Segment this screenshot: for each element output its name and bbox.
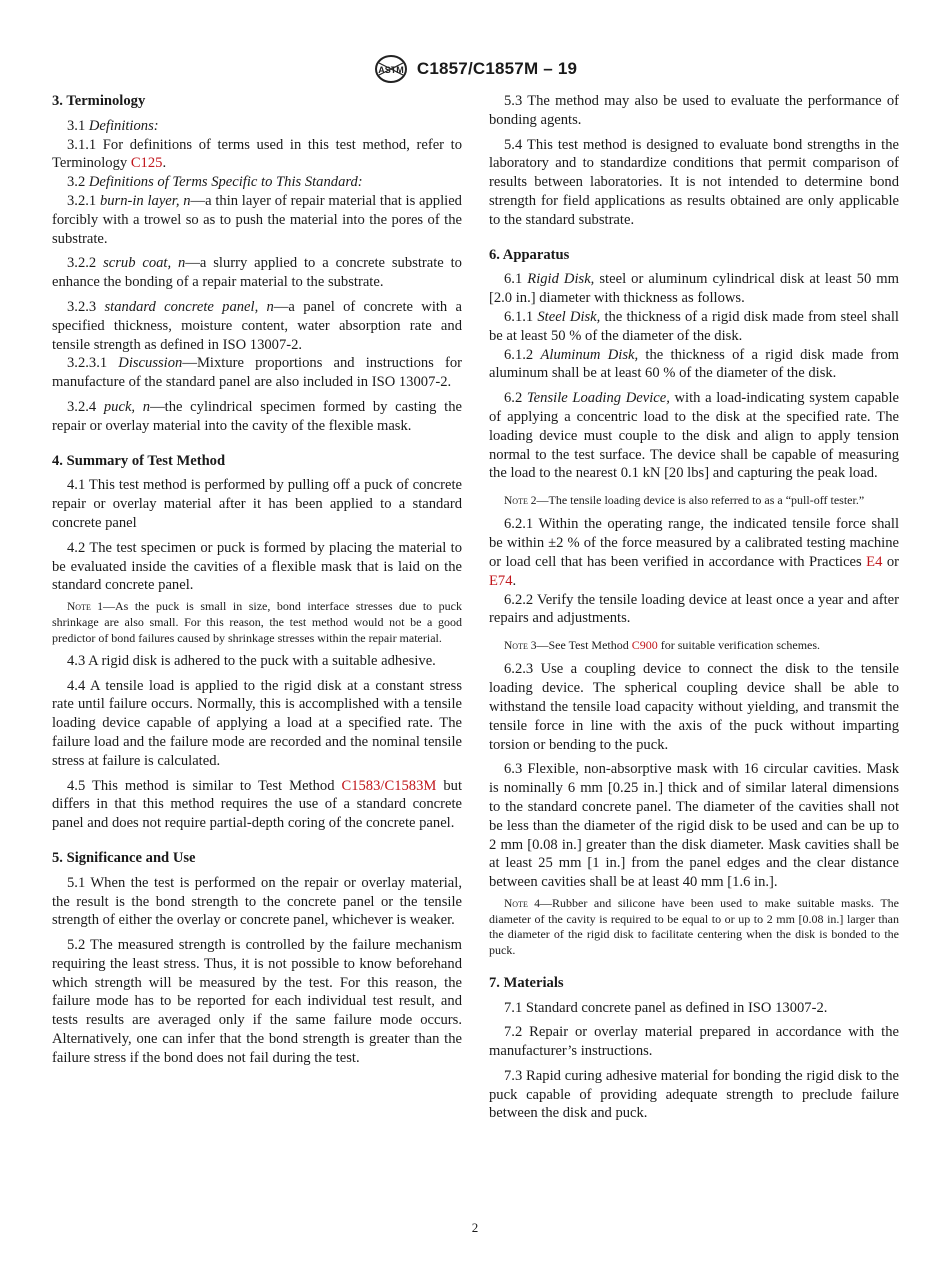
para-3-2-1: 3.2.1 burn-in layer, n—a thin layer of repair material that is applied forcibly with a trowel so as to push the material into the pores of the substrate. <box>52 192 462 247</box>
note-3: Note 3—See Test Method C900 for suitable verification schemes. <box>504 638 821 653</box>
para-5-3: 5.3 The method may also be used to evaluate the performance of bonding agents. <box>489 93 899 128</box>
section-3-heading: 3. Terminology <box>52 93 146 109</box>
para-4-2: 4.2 The test specimen or puck is formed by placing the material to be evaluated inside the cavities of a flexible mask that is laid on the standard concrete panel. <box>52 539 462 594</box>
para-6-2-3: 6.2.3 Use a coupling device to connect the disk to the tensile loading device. The spherical coupling device shall be able to withstand the tensile load capacity without yielding, and transmit the tensile force in line with the axis of the puck without imparting torsion or bending to the puck. <box>489 661 899 753</box>
note-2: Note 2—The tensile loading device is also referred to as a “pull-off tester.” <box>504 493 865 508</box>
ref-e4-link[interactable]: E4 <box>866 553 883 570</box>
section-7-heading: 7. Materials <box>489 974 564 991</box>
para-3-2-4: 3.2.4 puck, n—the cylindrical specimen formed by casting the repair or overlay material into the cavity of the flexible mask. <box>52 398 462 434</box>
para-5-1: 5.1 When the test is performed on the repair or overlay material, the result is the bond strength to the concrete panel or the tensile strength of either the overlay or concrete panel, whichever is weaker. <box>52 874 462 929</box>
para-7-3: 7.3 Rapid curing adhesive material for bonding the rigid disk to the puck capable of providing adequate strength to preclude failure between the disk and puck. <box>489 1067 899 1122</box>
para-5-4: 5.4 This test method is designed to evaluate bond strengths in the laboratory and to standardize conditions that permit comparison of results between laboratories. It is not intended to determine bond strength for field applications as results obtained are only applicable to the standard substrate. <box>489 136 899 228</box>
para-4-4: 4.4 A tensile load is applied to the rigid disk at a constant stress rate until failure occurs. Normally, this is accomplished with a tensile loading device capable of applying a load at a specified rate. The failure load and the failure mode are recorded and the nominal tensile stress at failure is calculated. <box>52 677 462 769</box>
note-1: Note 1—As the puck is small in size, bond interface stresses due to puck shrinkage are also small. For this reason, the test method would not be a good predictor of bond failures caused by shrinkage stresses within the repair material. <box>52 599 462 645</box>
para-6-2: 6.2 Tensile Loading Device, with a load-indicating system capable of applying a concentric load to the disk at the specified rate. The loading device must couple to the disk and align to apply tension normal to the test surface. The device shall be capable of measuring the load to the nearest 0.1 kN [20 lbs] and capturing the peak load. <box>489 390 900 482</box>
para-6-1: 6.1 Rigid Disk, steel or aluminum cylindrical disk at least 50 mm [2.0 in.] diameter with thickness as follows. <box>489 271 900 307</box>
para-4-1: 4.1 This test method is performed by pulling off a puck of concrete repair or overlay material after it has been applied to a standard concrete panel <box>52 477 462 531</box>
right-column <box>489 92 899 1123</box>
para-4-5: 4.5 This method is similar to Test Method C1583/C1583M but differs in that this method requires the use of a standard concrete panel and does not require partial-depth coring of the concrete panel. <box>52 777 462 832</box>
para-3-1-1: 3.1.1 For definitions of terms used in this test method, refer to Terminology C125. <box>52 136 462 172</box>
note-4: Note 4—Rubber and silicone have been used to make suitable masks. The diameter of the cavity is required to be equal to or up to 2 mm [0.08 in.] larger than the diameter of the rigid disk to facilitate centering when the disk is bonded to the puck. <box>489 895 899 957</box>
astm-logo-icon <box>373 54 409 84</box>
section-6-heading: 6. Apparatus <box>489 246 570 263</box>
page-number: 2 <box>471 1220 479 1235</box>
page-header <box>0 52 950 86</box>
left-column <box>52 92 462 1068</box>
para-6-2-2: 6.2.2 Verify the tensile loading device at least once a year and after repairs and adjustments. <box>489 591 899 627</box>
para-6-2-1: 6.2.1 Within the operating range, the indicated tensile force shall be within ±2 % of the force measured by a calibrated testing machine or load cell that has been verified in accordance with Practices E4 or E74. <box>489 516 899 589</box>
para-3-2-3-1: 3.2.3.1 Discussion—Mixture proportions and instructions for manufacture of the standard panel are also included in ISO 13007-2. <box>52 355 463 391</box>
para-3-2-3: 3.2.3 standard concrete panel, n—a panel of concrete with a specified thickness, moisture content, water absorption rate and tensile strength as defined in ISO 13007-2. <box>52 298 462 353</box>
para-3-2-2: 3.2.2 scrub coat, n—a slurry applied to a concrete substrate to enhance the bonding of a repair material to the substrate. <box>52 255 462 291</box>
ref-c900-link[interactable]: C900 <box>631 638 658 653</box>
para-6-1-1: 6.1.1 Steel Disk, the thickness of a rigid disk made from steel shall be at least 50 % of the diameter of the disk. <box>489 308 899 344</box>
ref-c125-link[interactable]: C125 <box>130 155 163 172</box>
ref-e74-link[interactable]: E74 <box>489 572 513 589</box>
para-3-1: 3.1 Definitions: <box>67 117 159 134</box>
ref-c1583-link[interactable]: C1583/C1583M <box>341 777 437 794</box>
standard-designation: C1857/C1857M – 19 <box>416 59 578 78</box>
para-4-3: 4.3 A rigid disk is adhered to the puck with a suitable adhesive. <box>67 652 436 669</box>
para-7-1: 7.1 Standard concrete panel as defined in ISO 13007-2. <box>504 999 828 1016</box>
para-6-1-2: 6.1.2 Aluminum Disk, the thickness of a rigid disk made from aluminum shall be at least 60 % of the diameter of the disk. <box>489 346 899 382</box>
section-4-heading: 4. Summary of Test Method <box>52 452 226 469</box>
para-6-3: 6.3 Flexible, non-absorptive mask with 16 circular cavities. Mask is nominally 6 mm [0.25 in.] thick and of similar lateral dimensions to the standard concrete panel. The diameter of the cavities shall not be less than the diameter of the rigid disk to be used and can be up to 2 mm [0.08 in.] greater than the disk diameter. Mask cavities shall be at least 25 mm [1 in.] from the panel edges and the clear distance between cavities shall be at least 40 mm [1.6 in.]. <box>489 761 899 891</box>
para-7-2: 7.2 Repair or overlay material prepared in accordance with the manufacturer’s instructions. <box>489 1024 899 1060</box>
para-3-2: 3.2 Definitions of Terms Specific to This Standard: <box>67 174 363 191</box>
svg-text:ASTM: ASTM <box>378 65 404 75</box>
section-5-heading: 5. Significance and Use <box>52 849 196 866</box>
para-5-2: 5.2 The measured strength is controlled by the failure mechanism requiring the least stress. Thus, it is not possible to know beforehand which strength will be measured by the test. For this reason, the failure mode has to be reported for each individual test result, and tests results are averaged only if the same failure mode occurs. Alternatively, one can infer that the bond strength is greater than the failure stress if the bond does not fail during the test. <box>52 937 462 1066</box>
